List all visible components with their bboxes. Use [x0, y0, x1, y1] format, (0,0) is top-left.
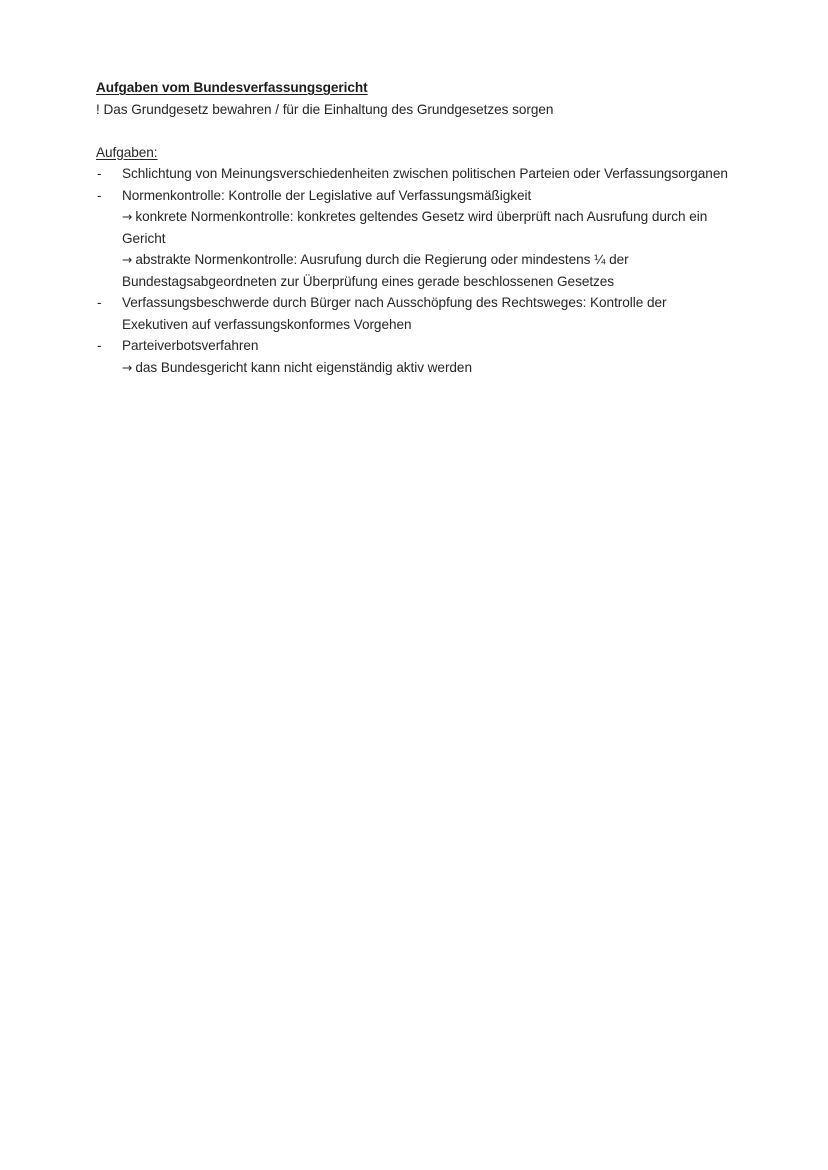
list-sub-item-text: das Bundesgericht kann nicht eigenständig aktiv werden — [135, 359, 472, 375]
bullet-dash-icon: - — [97, 295, 102, 310]
list-sub-item — [122, 357, 736, 379]
tasks-list — [96, 163, 736, 378]
list-sub-item — [122, 249, 736, 292]
list-item — [96, 163, 736, 185]
section-label-wrapper — [96, 142, 736, 164]
list-item — [96, 335, 736, 378]
document-body — [96, 77, 736, 378]
paragraph-spacer — [96, 120, 736, 142]
arrow-right-icon: → — [122, 359, 133, 375]
bullet-dash-icon: - — [97, 187, 102, 203]
document-intro-line: ! Das Grundgesetz bewahren / für die Einhaltung des Grundgesetzes sorgen — [96, 101, 554, 117]
list-sub-item-text: konkrete Normenkontrolle: konkretes geltendes Gesetz wird überprüft nach Ausrufung durch ein Gericht — [122, 209, 708, 246]
bullet-dash-icon: - — [97, 166, 102, 181]
list-item-text: Verfassungsbeschwerde durch Bürger nach Ausschöpfung des Rechtsweges: Kontrolle der Exekutiven auf verfassungskonformes Vorgehen — [122, 295, 667, 332]
list-item-text: Schlichtung von Meinungsverschiedenheiten zwischen politischen Parteien oder Verfassungsorganen — [122, 166, 728, 181]
arrow-right-icon: → — [122, 209, 133, 224]
section-label-aufgaben: Aufgaben: — [96, 144, 158, 160]
list-item-text: Parteiverbotsverfahren — [122, 338, 259, 353]
bullet-dash-icon: - — [97, 338, 102, 353]
arrow-right-icon: → — [122, 252, 133, 267]
list-sub-item — [122, 206, 736, 249]
list-item-text: Normenkontrolle: Kontrolle der Legislative auf Verfassungsmäßigkeit — [122, 187, 532, 203]
list-item — [96, 292, 736, 335]
document-title: Aufgaben vom Bundesverfassungsgericht — [96, 80, 368, 95]
list-sub-item-text: abstrakte Normenkontrolle: Ausrufung durch die Regierung oder mindestens ¼ der Bundestagsabgeordneten zur Überprüfung eines gerade beschlossenen Gesetzes — [122, 252, 629, 289]
list-item — [96, 185, 736, 293]
